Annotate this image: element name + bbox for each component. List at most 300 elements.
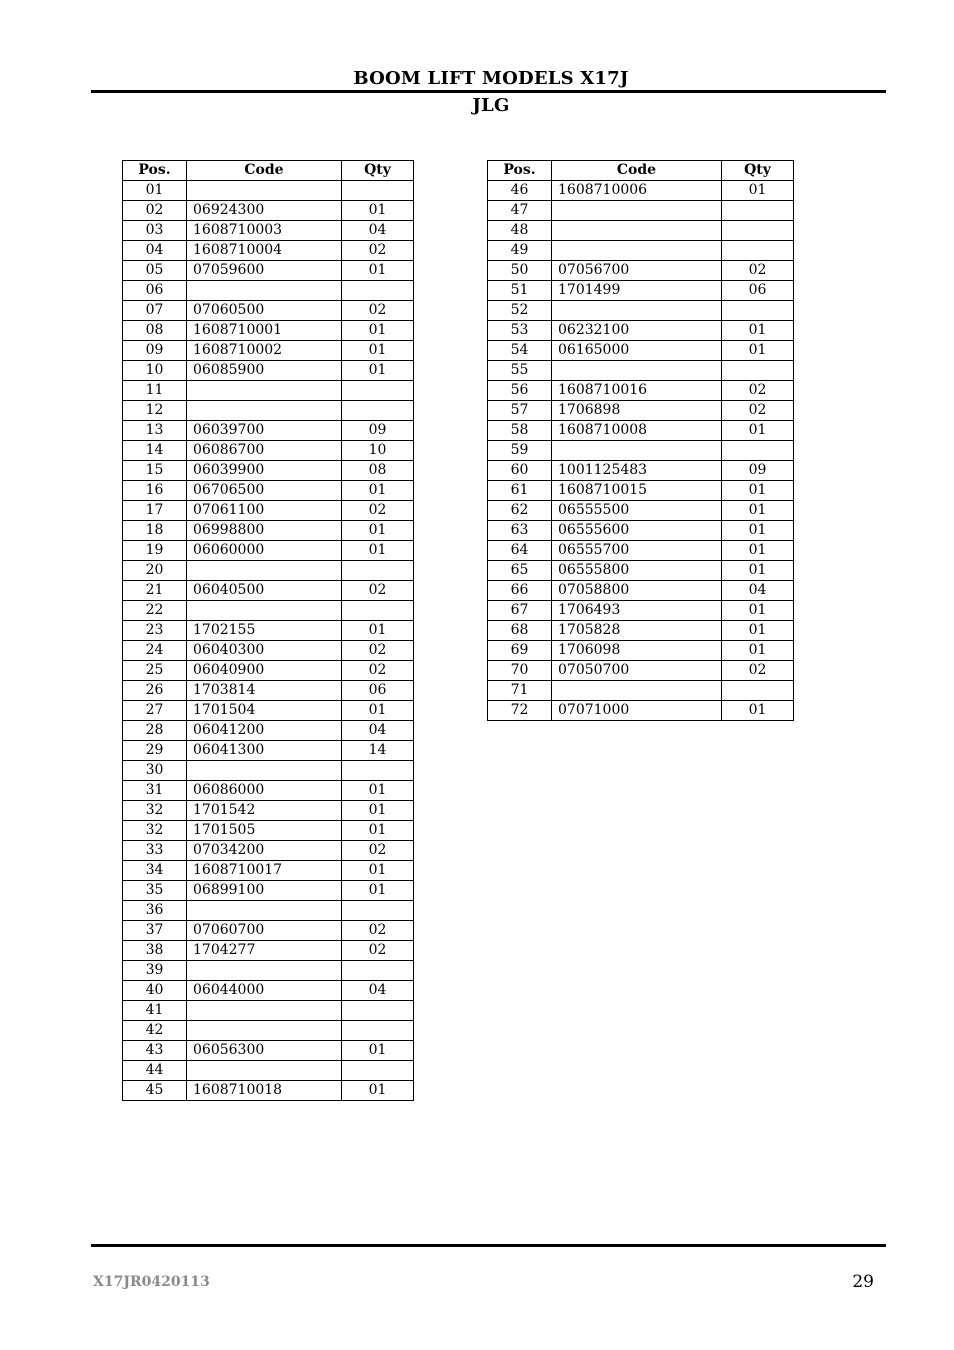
pos-cell: 48	[488, 221, 552, 241]
qty-cell	[722, 241, 794, 261]
qty-cell: 01	[342, 541, 414, 561]
table-row	[123, 441, 414, 461]
qty-cell: 01	[722, 601, 794, 621]
table-row	[123, 261, 414, 281]
pos-cell: 12	[123, 401, 187, 421]
pos-cell: 66	[488, 581, 552, 601]
qty-cell: 14	[342, 741, 414, 761]
table-row	[123, 641, 414, 661]
pos-cell: 42	[123, 1021, 187, 1041]
code-cell: 06924300	[187, 201, 342, 221]
pos-cell: 30	[123, 761, 187, 781]
qty-cell: 01	[722, 181, 794, 201]
table-row	[488, 221, 794, 241]
pos-cell: 69	[488, 641, 552, 661]
code-cell: 06040300	[187, 641, 342, 661]
pos-cell: 44	[123, 1061, 187, 1081]
document-code: X17JR0420113	[93, 1274, 210, 1290]
pos-cell: 49	[488, 241, 552, 261]
code-cell: 07060500	[187, 301, 342, 321]
pos-cell: 19	[123, 541, 187, 561]
table-row	[488, 621, 794, 641]
code-column-header: Code	[187, 161, 342, 181]
code-cell: 06040900	[187, 661, 342, 681]
pos-cell: 36	[123, 901, 187, 921]
table-row	[488, 561, 794, 581]
code-cell	[187, 561, 342, 581]
code-cell: 1608710003	[187, 221, 342, 241]
table-row	[488, 501, 794, 521]
code-cell	[187, 381, 342, 401]
code-cell	[187, 1001, 342, 1021]
qty-cell	[342, 1061, 414, 1081]
table-row	[123, 981, 414, 1001]
qty-cell: 01	[722, 321, 794, 341]
qty-cell: 01	[722, 521, 794, 541]
pos-cell: 25	[123, 661, 187, 681]
qty-cell: 01	[722, 341, 794, 361]
qty-cell	[342, 181, 414, 201]
code-cell: 1608710008	[552, 421, 722, 441]
table-row	[123, 901, 414, 921]
code-cell	[187, 601, 342, 621]
code-cell: 07071000	[552, 701, 722, 721]
code-cell: 06039700	[187, 421, 342, 441]
table-row	[488, 261, 794, 281]
table-row	[123, 781, 414, 801]
qty-cell	[342, 281, 414, 301]
pos-cell: 26	[123, 681, 187, 701]
pos-cell: 08	[123, 321, 187, 341]
pos-cell: 28	[123, 721, 187, 741]
qty-column-header: Qty	[722, 161, 794, 181]
pos-cell: 32	[123, 821, 187, 841]
code-cell	[187, 1061, 342, 1081]
table-row	[488, 201, 794, 221]
qty-cell	[342, 561, 414, 581]
pos-cell: 17	[123, 501, 187, 521]
table-row	[123, 1001, 414, 1021]
table-row	[488, 341, 794, 361]
table-row	[123, 181, 414, 201]
pos-cell: 07	[123, 301, 187, 321]
table-row	[123, 661, 414, 681]
code-cell	[187, 961, 342, 981]
code-cell: 06044000	[187, 981, 342, 1001]
pos-cell: 13	[123, 421, 187, 441]
qty-cell: 01	[722, 541, 794, 561]
qty-cell: 02	[722, 401, 794, 421]
code-cell: 1703814	[187, 681, 342, 701]
pos-cell: 70	[488, 661, 552, 681]
table-row	[488, 681, 794, 701]
code-cell: 06706500	[187, 481, 342, 501]
code-cell	[552, 441, 722, 461]
code-cell: 07060700	[187, 921, 342, 941]
table-row	[488, 661, 794, 681]
qty-cell: 01	[342, 521, 414, 541]
qty-cell: 04	[342, 221, 414, 241]
pos-cell: 64	[488, 541, 552, 561]
pos-cell: 55	[488, 361, 552, 381]
table-row	[123, 401, 414, 421]
code-cell: 06039900	[187, 461, 342, 481]
qty-cell: 01	[722, 421, 794, 441]
pos-cell: 61	[488, 481, 552, 501]
pos-cell: 63	[488, 521, 552, 541]
pos-cell: 06	[123, 281, 187, 301]
pos-cell: 53	[488, 321, 552, 341]
pos-cell: 23	[123, 621, 187, 641]
table-row	[488, 461, 794, 481]
pos-cell: 20	[123, 561, 187, 581]
code-cell: 07059600	[187, 261, 342, 281]
code-cell	[187, 181, 342, 201]
table-row	[488, 441, 794, 461]
code-cell	[552, 201, 722, 221]
pos-cell: 32	[123, 801, 187, 821]
qty-cell	[722, 681, 794, 701]
qty-cell: 02	[342, 241, 414, 261]
pos-cell: 58	[488, 421, 552, 441]
table-row	[123, 541, 414, 561]
parts-table-right	[487, 160, 794, 721]
code-column-header: Code	[552, 161, 722, 181]
qty-cell: 01	[342, 361, 414, 381]
pos-cell: 27	[123, 701, 187, 721]
code-cell: 1608710006	[552, 181, 722, 201]
table-row	[123, 621, 414, 641]
qty-cell: 09	[722, 461, 794, 481]
pos-cell: 14	[123, 441, 187, 461]
pos-cell: 67	[488, 601, 552, 621]
qty-cell: 01	[342, 321, 414, 341]
qty-cell: 06	[342, 681, 414, 701]
qty-cell: 02	[342, 841, 414, 861]
code-cell	[552, 361, 722, 381]
pos-cell: 56	[488, 381, 552, 401]
table-row	[488, 701, 794, 721]
code-cell: 1702155	[187, 621, 342, 641]
code-cell	[187, 761, 342, 781]
code-cell: 07050700	[552, 661, 722, 681]
qty-cell	[722, 361, 794, 381]
pos-cell: 51	[488, 281, 552, 301]
table-row	[488, 481, 794, 501]
code-cell: 06899100	[187, 881, 342, 901]
qty-cell: 06	[722, 281, 794, 301]
footer-rule	[91, 1244, 886, 1247]
qty-cell: 02	[342, 641, 414, 661]
code-cell	[552, 301, 722, 321]
table-row	[488, 301, 794, 321]
pos-cell: 03	[123, 221, 187, 241]
qty-cell: 01	[342, 881, 414, 901]
table-row	[123, 961, 414, 981]
code-cell: 07034200	[187, 841, 342, 861]
code-cell: 1608710004	[187, 241, 342, 261]
qty-cell: 02	[722, 261, 794, 281]
table-row	[123, 1061, 414, 1081]
table-row	[123, 201, 414, 221]
qty-cell: 01	[342, 261, 414, 281]
header-rule	[91, 90, 886, 93]
pos-cell: 62	[488, 501, 552, 521]
pos-cell: 46	[488, 181, 552, 201]
table-row	[123, 821, 414, 841]
table-row	[123, 381, 414, 401]
pos-cell: 16	[123, 481, 187, 501]
pos-cell: 34	[123, 861, 187, 881]
pos-cell: 41	[123, 1001, 187, 1021]
code-cell	[187, 1021, 342, 1041]
qty-cell: 01	[722, 641, 794, 661]
code-cell: 06040500	[187, 581, 342, 601]
code-cell: 1701505	[187, 821, 342, 841]
qty-cell	[342, 761, 414, 781]
pos-cell: 38	[123, 941, 187, 961]
code-cell: 06555600	[552, 521, 722, 541]
qty-cell	[342, 401, 414, 421]
qty-cell	[342, 961, 414, 981]
pos-cell: 54	[488, 341, 552, 361]
table-row	[123, 421, 414, 441]
code-cell: 06232100	[552, 321, 722, 341]
qty-column-header: Qty	[342, 161, 414, 181]
code-cell: 1608710015	[552, 481, 722, 501]
table-row	[123, 1081, 414, 1101]
code-cell: 1701542	[187, 801, 342, 821]
table-row	[123, 1021, 414, 1041]
qty-cell: 01	[722, 561, 794, 581]
pos-cell: 52	[488, 301, 552, 321]
table-row	[123, 681, 414, 701]
table-row	[123, 361, 414, 381]
qty-cell: 04	[342, 721, 414, 741]
code-cell: 1705828	[552, 621, 722, 641]
table-header-row	[488, 161, 794, 181]
pos-cell: 02	[123, 201, 187, 221]
table-row	[123, 601, 414, 621]
pos-cell: 60	[488, 461, 552, 481]
qty-cell: 01	[722, 701, 794, 721]
table-row	[123, 861, 414, 881]
pos-cell: 15	[123, 461, 187, 481]
code-cell	[552, 241, 722, 261]
pos-cell: 29	[123, 741, 187, 761]
code-cell: 07056700	[552, 261, 722, 281]
table-row	[123, 321, 414, 341]
code-cell	[552, 681, 722, 701]
table-row	[123, 241, 414, 261]
code-cell: 06041300	[187, 741, 342, 761]
pos-cell: 43	[123, 1041, 187, 1061]
table-row	[123, 881, 414, 901]
qty-cell: 02	[342, 301, 414, 321]
code-cell: 1608710018	[187, 1081, 342, 1101]
code-cell: 07058800	[552, 581, 722, 601]
code-cell: 1704277	[187, 941, 342, 961]
table-row	[123, 221, 414, 241]
pos-cell: 09	[123, 341, 187, 361]
table-row	[488, 581, 794, 601]
pos-cell: 31	[123, 781, 187, 801]
code-cell: 1706098	[552, 641, 722, 661]
pos-cell: 50	[488, 261, 552, 281]
qty-cell	[722, 201, 794, 221]
pos-cell: 71	[488, 681, 552, 701]
table-row	[123, 701, 414, 721]
qty-cell: 09	[342, 421, 414, 441]
qty-cell: 02	[722, 661, 794, 681]
pos-cell: 47	[488, 201, 552, 221]
code-cell: 06555700	[552, 541, 722, 561]
table-row	[123, 481, 414, 501]
code-cell: 1701499	[552, 281, 722, 301]
qty-cell: 01	[342, 801, 414, 821]
qty-cell	[722, 221, 794, 241]
code-cell: 06056300	[187, 1041, 342, 1061]
code-cell	[187, 281, 342, 301]
qty-cell	[342, 1001, 414, 1021]
code-cell: 06060000	[187, 541, 342, 561]
table-row	[123, 501, 414, 521]
pos-cell: 57	[488, 401, 552, 421]
table-header-row	[123, 161, 414, 181]
code-cell	[187, 401, 342, 421]
code-cell: 1706898	[552, 401, 722, 421]
pos-cell: 68	[488, 621, 552, 641]
qty-cell: 01	[342, 481, 414, 501]
table-row	[488, 321, 794, 341]
table-row	[123, 841, 414, 861]
pos-cell: 35	[123, 881, 187, 901]
pos-cell: 10	[123, 361, 187, 381]
qty-cell: 01	[342, 1041, 414, 1061]
qty-cell: 04	[722, 581, 794, 601]
table-row	[123, 941, 414, 961]
code-cell: 06086000	[187, 781, 342, 801]
table-row	[123, 281, 414, 301]
qty-cell	[722, 301, 794, 321]
qty-cell: 02	[342, 941, 414, 961]
qty-cell: 01	[342, 781, 414, 801]
pos-cell: 11	[123, 381, 187, 401]
qty-cell: 01	[342, 821, 414, 841]
qty-cell: 08	[342, 461, 414, 481]
table-row	[123, 721, 414, 741]
qty-cell: 01	[342, 621, 414, 641]
pos-cell: 18	[123, 521, 187, 541]
code-cell	[187, 901, 342, 921]
qty-cell: 01	[342, 861, 414, 881]
table-row	[123, 1041, 414, 1061]
qty-cell: 04	[342, 981, 414, 1001]
table-row	[123, 761, 414, 781]
table-row	[488, 241, 794, 261]
code-cell: 06555500	[552, 501, 722, 521]
table-row	[123, 581, 414, 601]
qty-cell: 02	[342, 661, 414, 681]
pos-column-header: Pos.	[488, 161, 552, 181]
code-cell: 06555800	[552, 561, 722, 581]
table-row	[488, 421, 794, 441]
code-cell	[552, 221, 722, 241]
qty-cell: 01	[342, 1081, 414, 1101]
table-row	[488, 641, 794, 661]
qty-cell	[342, 381, 414, 401]
code-cell: 06998800	[187, 521, 342, 541]
pos-cell: 39	[123, 961, 187, 981]
table-row	[488, 401, 794, 421]
pos-cell: 01	[123, 181, 187, 201]
code-cell: 1608710017	[187, 861, 342, 881]
pos-cell: 37	[123, 921, 187, 941]
code-cell: 1608710001	[187, 321, 342, 341]
code-cell: 06165000	[552, 341, 722, 361]
table-row	[123, 521, 414, 541]
code-cell: 1608710002	[187, 341, 342, 361]
code-cell: 1701504	[187, 701, 342, 721]
qty-cell: 01	[722, 621, 794, 641]
pos-cell: 04	[123, 241, 187, 261]
table-row	[488, 281, 794, 301]
table-row	[488, 361, 794, 381]
code-cell: 07061100	[187, 501, 342, 521]
qty-cell: 01	[722, 481, 794, 501]
qty-cell: 02	[342, 921, 414, 941]
code-cell: 1706493	[552, 601, 722, 621]
qty-cell: 02	[342, 501, 414, 521]
pos-cell: 05	[123, 261, 187, 281]
table-row	[123, 461, 414, 481]
page-number: 29	[852, 1272, 874, 1292]
code-cell: 1608710016	[552, 381, 722, 401]
pos-cell: 72	[488, 701, 552, 721]
pos-column-header: Pos.	[123, 161, 187, 181]
qty-cell	[342, 901, 414, 921]
qty-cell: 01	[722, 501, 794, 521]
qty-cell: 02	[722, 381, 794, 401]
pos-cell: 59	[488, 441, 552, 461]
table-row	[488, 541, 794, 561]
code-cell: 06085900	[187, 361, 342, 381]
table-row	[123, 741, 414, 761]
qty-cell: 01	[342, 701, 414, 721]
qty-cell	[342, 601, 414, 621]
table-row	[488, 521, 794, 541]
pos-cell: 22	[123, 601, 187, 621]
table-row	[123, 921, 414, 941]
pos-cell: 33	[123, 841, 187, 861]
code-cell: 1001125483	[552, 461, 722, 481]
table-row	[123, 301, 414, 321]
brand-name: JLG	[472, 95, 510, 116]
table-row	[123, 561, 414, 581]
document-title: BOOM LIFT MODELS X17J	[353, 68, 629, 89]
code-cell: 06041200	[187, 721, 342, 741]
table-row	[123, 801, 414, 821]
qty-cell	[722, 441, 794, 461]
table-row	[488, 601, 794, 621]
table-row	[488, 381, 794, 401]
parts-table-left	[122, 160, 414, 1101]
code-cell: 06086700	[187, 441, 342, 461]
pos-cell: 40	[123, 981, 187, 1001]
qty-cell: 10	[342, 441, 414, 461]
pos-cell: 45	[123, 1081, 187, 1101]
pos-cell: 65	[488, 561, 552, 581]
